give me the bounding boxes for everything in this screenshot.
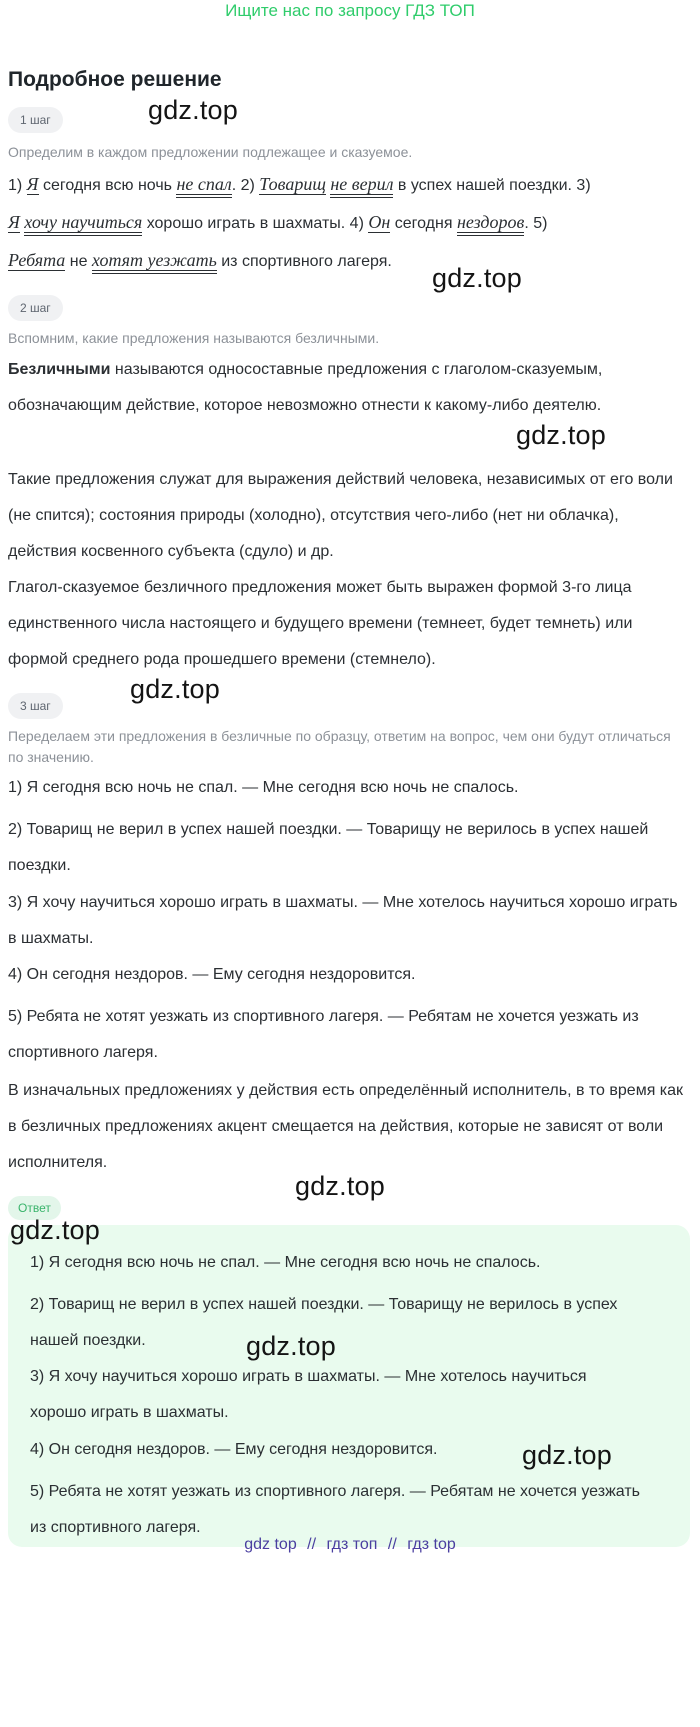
paragraph: Глагол-сказуемое безличного предложения может быть выражен формой 3-го лица единственного числа настоящего и будущего времени (темнеет, будет темнеть) или формой среднего рода прошедшего времени (стемнело).: [8, 579, 633, 668]
subject-2: Товарищ: [259, 174, 326, 194]
top-banner[interactable]: Ищите нас по запросу ГДЗ ТОП: [225, 1, 475, 20]
text-run: хорошо играть в шахматы. 4): [142, 215, 369, 232]
subject-5: Ребята: [8, 250, 66, 270]
answer-item: 3) Я хочу научиться хорошо играть в шахматы. — Мне хотелось научиться хорошо играть в шахматы.: [30, 1368, 587, 1421]
text-run: сегодня: [390, 215, 457, 232]
answer-item: 4) Он сегодня нездоров. — Ему сегодня нездоровится.: [30, 1441, 438, 1458]
step-1-hint: Определим в каждом предложении подлежащее и сказуемое.: [8, 144, 413, 160]
step-1-badge: 1 шаг: [8, 107, 63, 133]
list-item: 1) Я сегодня всю ночь не спал. — Мне сегодня всю ночь не спалось.: [8, 779, 519, 796]
footer-link[interactable]: гдз топ: [326, 1536, 378, 1553]
footer-links: [0, 1534, 700, 1556]
watermark: gdz.top: [295, 1171, 385, 1201]
list-item: 4) Он сегодня нездоров. — Ему сегодня нездоровится.: [8, 966, 416, 983]
watermark: gdz.top: [432, 263, 522, 293]
step-3-hint: Переделаем эти предложения в безличные по образцу, ответим на вопрос, чем они будут отличаться по значению.: [8, 728, 671, 765]
answer-item: 2) Товарищ не верил в успех нашей поездки. — Товарищу не верилось в успех нашей поездки.: [30, 1296, 618, 1349]
text-run: . 2): [231, 177, 260, 194]
text-run: в успех нашей поездки. 3): [393, 177, 591, 194]
watermark: gdz.top: [10, 1215, 100, 1245]
footer-separator: //: [387, 1536, 397, 1553]
watermark: gdz.top: [516, 420, 606, 450]
watermark: gdz.top: [522, 1440, 612, 1470]
predicate-1: не спал: [176, 174, 231, 198]
watermark: gdz.top: [130, 674, 220, 704]
text-run: не: [65, 253, 92, 270]
text-run: . 5): [524, 215, 548, 232]
footer-link[interactable]: гдз top: [407, 1536, 456, 1553]
definition-text: называются односоставные предложения с глаголом-сказуемым, обозначающим действие, которое невозможно отнести к какому-либо деятелю.: [8, 361, 603, 414]
answer-badge: Ответ: [8, 1196, 61, 1220]
text-run: из спортивного лагеря.: [216, 253, 392, 270]
list-item: 2) Товарищ не верил в успех нашей поездки. — Товарищу не верилось в успех нашей поездки.: [8, 821, 649, 874]
watermark: gdz.top: [148, 95, 238, 125]
predicate-3: хочу научиться: [24, 212, 142, 236]
text-run: 1): [8, 177, 27, 194]
answer-item: 1) Я сегодня всю ночь не спал. — Мне сегодня всю ночь не спалось.: [30, 1254, 541, 1271]
definition-term: Безличными: [8, 361, 111, 378]
list-item: 5) Ребята не хотят уезжать из спортивного лагеря. — Ребятам не хочется уезжать из спортивного лагеря.: [8, 1008, 639, 1061]
paragraph: Такие предложения служат для выражения действий человека, независимых от его воли (не спится); состояния природы (холодно), отсутствия чего-либо (нет ни облачка), действия косвенного субъекта (сдуло) и др.: [8, 471, 673, 560]
footer-link[interactable]: gdz top: [244, 1536, 297, 1553]
subject-4: Он: [368, 212, 391, 232]
step-3-badge: 3 шаг: [8, 693, 63, 719]
predicate-5: хотят уезжать: [92, 250, 217, 274]
step-2-hint: Вспомним, какие предложения называются безличными.: [8, 330, 380, 346]
step-1-sentences: [8, 166, 688, 280]
answer-item: 5) Ребята не хотят уезжать из спортивного лагеря. — Ребятам не хочется уезжать из спортивного лагеря.: [30, 1483, 640, 1536]
text-run: сегодня всю ночь: [38, 177, 177, 194]
subject-1: Я: [26, 174, 39, 194]
footer-separator: //: [307, 1536, 317, 1553]
conclusion-paragraph: В изначальных предложениях у действия есть определённый исполнитель, в то время как в безличных предложениях акцент смещается на действия, которые не зависят от воли исполнителя.: [8, 1082, 684, 1171]
definition-paragraph: [8, 352, 688, 424]
predicate-4: нездоров: [457, 212, 524, 236]
list-item: 3) Я хочу научиться хорошо играть в шахматы. — Мне хотелось научиться хорошо играть в шахматы.: [8, 894, 678, 947]
section-title: Подробное решение: [8, 68, 222, 91]
predicate-2: не верил: [330, 174, 393, 198]
subject-3: Я: [8, 212, 20, 232]
step-2-badge: 2 шаг: [8, 295, 63, 321]
watermark: gdz.top: [246, 1331, 336, 1361]
